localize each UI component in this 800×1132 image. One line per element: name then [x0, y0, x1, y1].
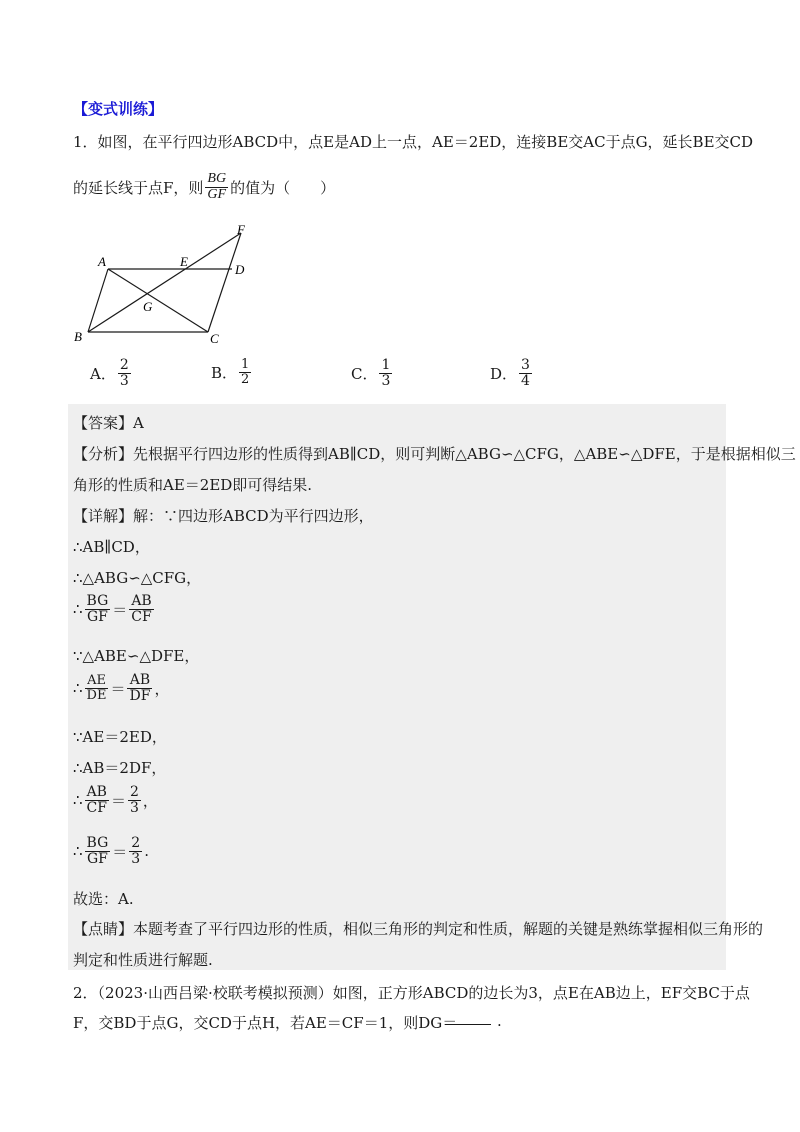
parallelogram-figure — [70, 222, 270, 346]
comment-line2: 判定和性质进行解题. — [73, 951, 213, 969]
step-5-d1: DE — [86, 687, 107, 703]
step-8-n2: 2 — [130, 784, 139, 800]
step-3-n1: BG — [86, 593, 109, 609]
step-9-pre: ∴ — [73, 842, 83, 861]
q2-answer-blank[interactable] — [445, 1024, 491, 1025]
label-f: F — [237, 222, 245, 237]
option-d-den: 4 — [521, 372, 530, 389]
step-3-eq: ＝ — [112, 600, 128, 619]
q1-line2-prefix: 的延长线于点F，则 — [73, 178, 204, 197]
q1-line1: 1．如图，在平行四边形ABCD中，点E是AD上一点，AE＝2ED，连接BE交AC于点G，延长BE交CD — [73, 133, 754, 151]
option-b-letter: B． — [211, 363, 238, 382]
step-3-d1: GF — [86, 608, 108, 625]
step-3-frac-right — [129, 594, 153, 624]
q1-frac-num: BG — [207, 171, 227, 186]
analysis-line2: 角形的性质和AE＝2ED即可得结果. — [73, 476, 313, 494]
label-d: D — [235, 262, 245, 277]
step-8-d1: CF — [86, 799, 107, 816]
option-b-fraction — [239, 358, 251, 386]
step-5-n1: AE — [87, 673, 106, 689]
step-8-eq: ＝ — [110, 791, 126, 810]
option-a[interactable] — [90, 358, 133, 388]
step-9-eq: ＝ — [112, 842, 128, 861]
label-b: B — [74, 329, 82, 344]
step-4: ∵△ABE∽△DFE， — [73, 647, 200, 665]
option-d-fraction — [519, 358, 532, 388]
step-9-n1: BG — [86, 835, 109, 851]
step-3-d2: CF — [131, 608, 152, 625]
q1-fraction — [205, 172, 228, 202]
option-d-num: 3 — [521, 357, 530, 373]
option-c-num: 1 — [381, 357, 391, 373]
step-8-frac-left — [85, 785, 109, 815]
answer: 【答案】A — [73, 414, 144, 432]
step-3-frac-left — [85, 594, 111, 624]
line-bf — [88, 233, 241, 332]
q2-line1: 2．（2023·山西吕梁·校联考模拟预测）如图，正方形ABCD的边长为3，点E在AB边上，EF交BC于点 — [73, 984, 750, 1002]
label-g: G — [143, 299, 153, 314]
section-title: 【变式训练】 — [73, 100, 164, 118]
option-d[interactable] — [490, 358, 534, 388]
option-d-letter: D． — [490, 364, 518, 383]
option-b-num: 1 — [241, 357, 250, 372]
step-8-n1: AB — [86, 784, 107, 800]
q2-line2: F，交BD于点G，交CD于点H，若AE＝CF＝1，则DG＝ — [73, 1014, 458, 1032]
option-a-num: 2 — [119, 357, 129, 373]
step-7: ∴AB＝2DF， — [73, 759, 167, 777]
step-6: ∵AE＝2ED， — [73, 728, 167, 746]
diagonal-ac — [108, 269, 208, 332]
comment-line1: 【点睛】本题考查了平行四边形的性质，相似三角形的判定和性质，解题的关键是熟练掌握相似三角形的 — [73, 920, 764, 938]
option-a-letter: A． — [90, 364, 116, 383]
option-c-fraction — [379, 358, 392, 388]
step-5-post: ， — [154, 679, 170, 698]
step-8-post: ， — [142, 791, 158, 810]
step-9-d2: 3 — [131, 850, 141, 867]
step-9-frac-right — [129, 836, 142, 866]
step-1: ∴AB∥CD， — [73, 538, 150, 556]
label-a: A — [98, 254, 106, 269]
step-9-d1: GF — [86, 850, 108, 867]
detail-line: 【详解】解：∵四边形ABCD为平行四边形， — [73, 507, 374, 525]
edge-cf — [208, 233, 241, 332]
step-5-d2: DF — [129, 687, 151, 704]
option-a-fraction — [118, 358, 131, 388]
option-c[interactable] — [351, 358, 394, 388]
step-8-frac-right — [128, 785, 141, 815]
step-9-frac-left — [85, 836, 111, 866]
label-e: E — [180, 254, 188, 269]
step-5-frac-left — [85, 674, 109, 702]
q2-line2-end: . — [497, 1012, 502, 1030]
step-3-pre: ∴ — [73, 600, 83, 619]
step-9-post: . — [144, 842, 149, 861]
q1-line2 — [73, 172, 335, 202]
step-2: ∴△ABG∽△CFG， — [73, 569, 202, 587]
option-c-den: 3 — [381, 372, 391, 389]
step-8 — [73, 785, 158, 815]
step-8-d2: 3 — [130, 799, 139, 816]
option-c-letter: C． — [351, 364, 378, 383]
step-9 — [73, 836, 149, 866]
step-5-pre: ∴ — [73, 679, 83, 698]
edge-ab — [88, 269, 108, 332]
option-b-den: 2 — [241, 371, 250, 387]
step-5 — [73, 673, 169, 703]
option-b[interactable] — [211, 358, 253, 386]
step-9-n2: 2 — [131, 835, 141, 851]
step-3-n2: AB — [131, 593, 152, 609]
step-8-pre: ∴ — [73, 791, 83, 810]
analysis-line1: 【分析】先根据平行四边形的性质得到AB∥CD，则可判断△ABG∽△CFG，△ABE∽△DFE，于是根据相似三 — [73, 445, 796, 463]
step-5-eq: ＝ — [110, 679, 126, 698]
q1-frac-den: GF — [207, 186, 227, 202]
step-3 — [73, 594, 156, 624]
choice-line: 故选：A. — [73, 890, 134, 908]
option-a-den: 3 — [119, 372, 129, 389]
step-5-frac-right — [127, 673, 152, 703]
label-c: C — [210, 331, 219, 346]
step-5-n2: AB — [129, 672, 151, 688]
q1-line2-suffix: 的值为（ ） — [230, 178, 336, 197]
